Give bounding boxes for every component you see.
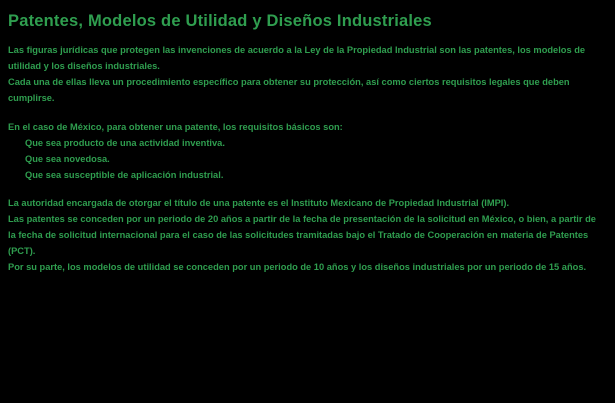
page-title: Patentes, Modelos de Utilidad y Diseños Industriales — [8, 12, 432, 30]
list-item: Que sea susceptible de aplicación industrial. — [25, 170, 224, 181]
list-item: Que sea novedosa. — [25, 154, 110, 165]
requisitos-list — [8, 136, 601, 184]
paragraph-autoridad-impi: La autoridad encargada de otorgar el título de una patente es el Instituto Mexicano de Propiedad Industrial (IMPI). — [8, 198, 510, 209]
requisitos-section — [8, 120, 601, 184]
paragraph-vigencia-patentes: Las patentes se conceden por un periodo de 20 años a partir de la fecha de presentación de la solicitud en México, o bien, a partir de la fecha de solicitud internacional para el caso de las solicitudes tramitadas bajo el Tratado de Cooperación en materia de Patentes (PCT). — [8, 214, 596, 256]
paragraph-vigencia-modelos-disenos: Por su parte, los modelos de utilidad se conceden por un periodo de 10 años y los diseños industriales por un periodo de 15 años. — [8, 261, 587, 272]
list-item: Que sea producto de una actividad inventiva. — [25, 138, 225, 149]
paragraph-figuras-juridicas: Las figuras jurídicas que protegen las invenciones de acuerdo a la Ley de la Propiedad Industrial son las patentes, los modelos de utilidad y los diseños industriales. — [8, 45, 586, 72]
paragraph-requisitos-intro: En el caso de México, para obtener una patente, los requisitos básicos son: — [8, 122, 343, 133]
intro-section — [8, 43, 601, 107]
paragraph-procedimiento: Cada una de ellas lleva un procedimiento específico para obtener su protección, así como ciertos requisitos legales que deben cumplirse. — [8, 77, 570, 104]
autoridad-section — [8, 196, 601, 276]
